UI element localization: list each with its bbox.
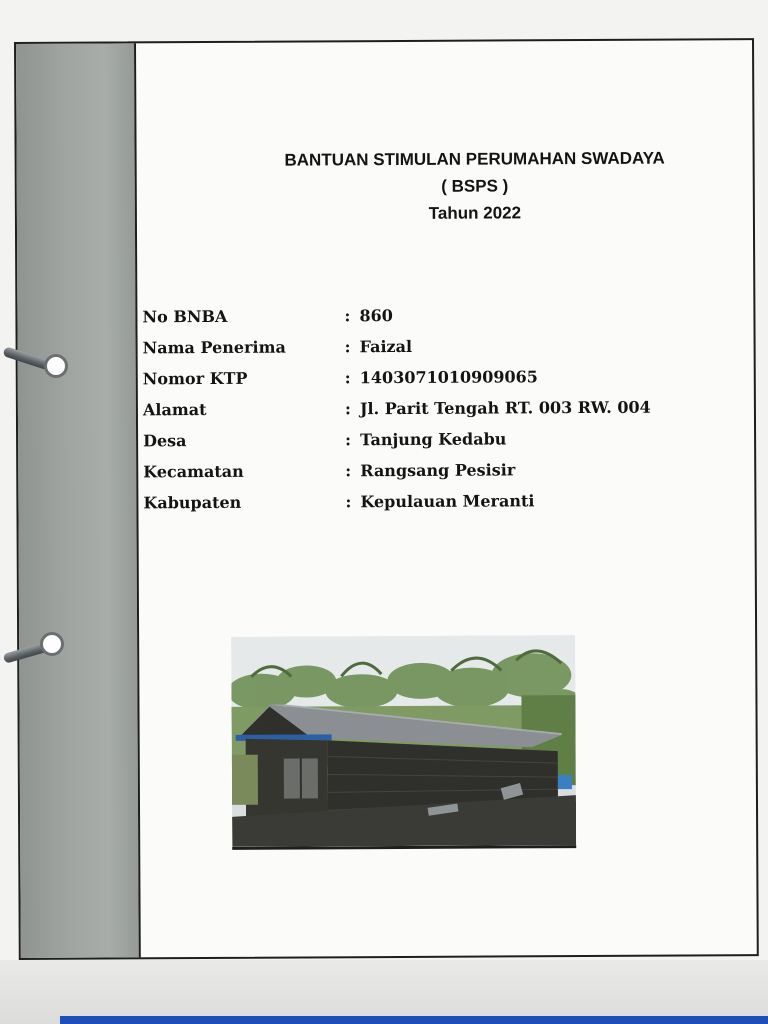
field-separator: : (344, 306, 351, 326)
document-title (137, 144, 753, 228)
field-value: Jl. Parit Tengah RT. 003 RW. 004 (359, 397, 651, 419)
field-kecamatan (143, 459, 723, 482)
title-year: Tahun 2022 (428, 203, 522, 223)
field-separator: : (344, 368, 351, 388)
document-page (136, 40, 757, 957)
field-value: 1403071010909065 (359, 367, 538, 388)
binder-spine (16, 43, 141, 958)
field-separator: : (345, 461, 352, 481)
recipient-info (142, 304, 723, 524)
field-nama-penerima (143, 335, 723, 358)
title-program: BANTUAN STIMULAN PERUMAHAN SWADAYA (284, 148, 665, 170)
field-value: Kepulauan Meranti (360, 491, 535, 512)
field-label: Nomor KTP (142, 368, 248, 389)
field-separator: : (345, 492, 352, 512)
field-value: Faizal (359, 336, 413, 357)
field-alamat (143, 397, 723, 420)
field-label: Nama Penerima (142, 337, 286, 358)
desk-surface (0, 960, 768, 1024)
blue-cover-edge (60, 1016, 768, 1024)
field-separator: : (344, 337, 351, 357)
binder-hole-lower (40, 632, 64, 656)
field-label: Kabupaten (143, 492, 242, 513)
field-label: Alamat (142, 399, 207, 420)
field-value: Rangsang Pesisir (360, 460, 516, 481)
field-desa (143, 428, 723, 451)
house-photo-illustration (231, 635, 576, 847)
title-abbreviation: ( BSPS ) (441, 176, 509, 196)
field-label: Desa (143, 431, 187, 451)
field-label: Kecamatan (143, 461, 244, 482)
field-label: No BNBA (142, 306, 228, 327)
house-photo (231, 635, 576, 850)
field-separator: : (344, 399, 351, 419)
field-nomor-ktp (143, 366, 723, 389)
field-value: Tanjung Kedabu (360, 429, 507, 450)
binder-hole-upper (44, 354, 68, 378)
field-separator: : (345, 430, 352, 450)
field-kabupaten (143, 490, 723, 513)
binder-document (14, 38, 759, 960)
field-no-bnba (142, 304, 722, 327)
field-value: 860 (359, 306, 393, 326)
